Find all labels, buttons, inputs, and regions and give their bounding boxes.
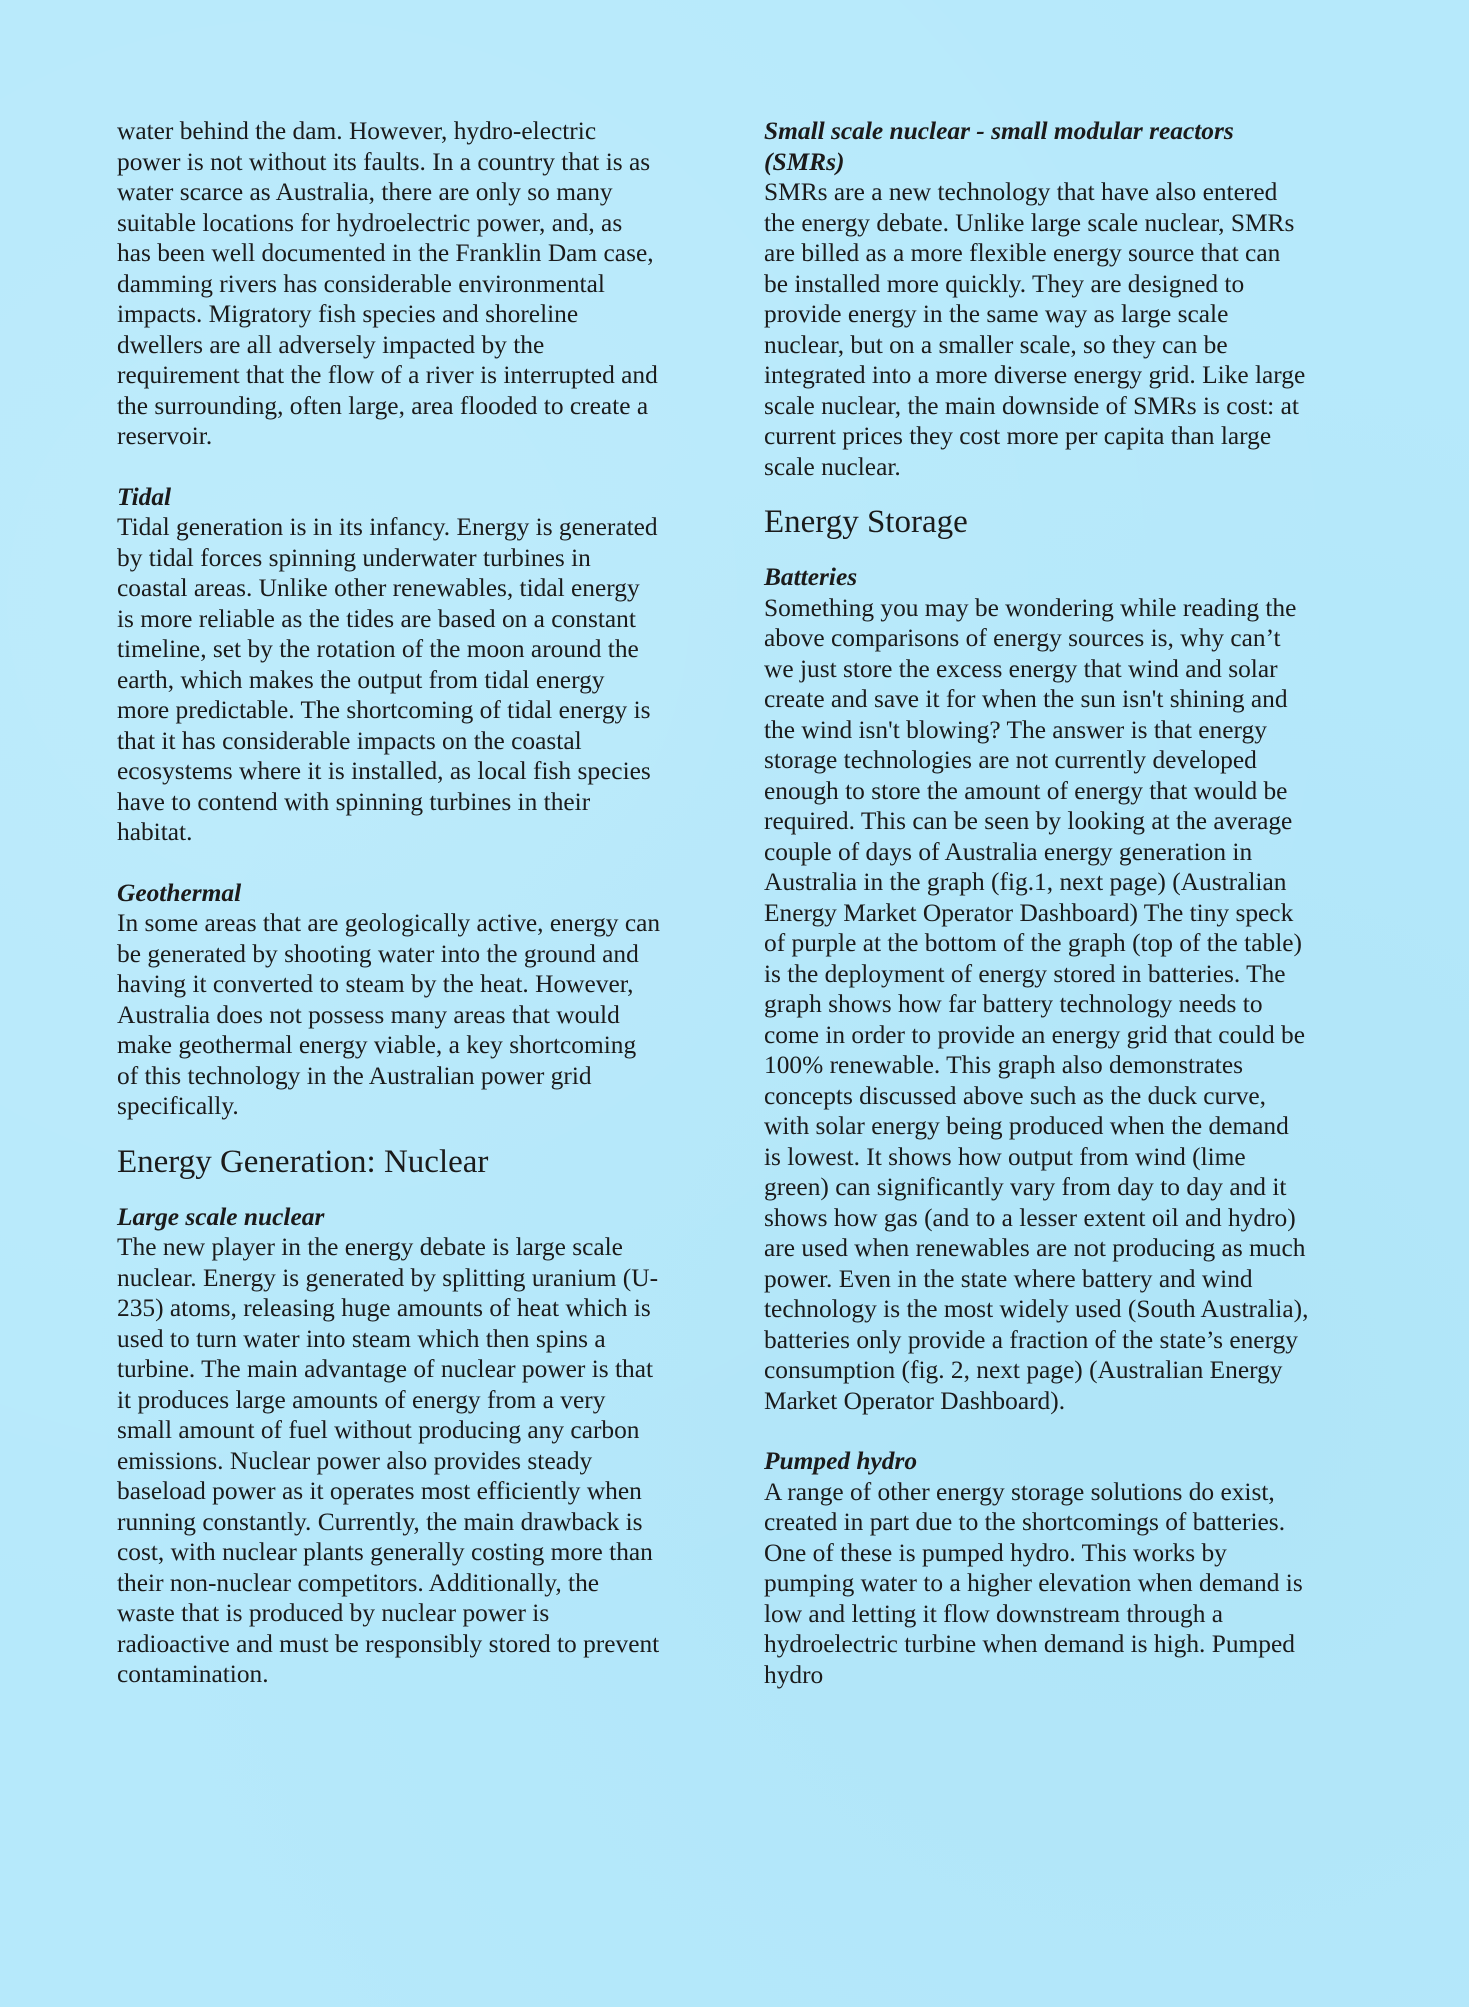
energy-storage-section-title: Energy Storage [764,504,968,540]
large-scale-nuclear-paragraph: The new player in the energy debate is large scale nuclear. Energy is generated by splitting uranium (U-235) atoms, releasing huge amounts of heat which is used to turn water into steam which then spins a turbine. The main advantage of nuclear power is that it produces large amounts of energy from a very small amount of fuel without producing any carbon emissions. Nuclear power also provides steady baseload power as it operates most efficiently when running constantly. Currently, the main drawback is cost, with nuclear plants generally costing more than their non-nuclear competitors. Additionally, the waste that is produced by nuclear power is radioactive and must be responsibly stored to prevent contamination. [117,1233,660,1688]
geothermal-paragraph: In some areas that are geologically active, energy can be generated by shooting water into the ground and having it converted to steam by the heat. However, Australia does not possess many areas that would make geothermal energy viable, a key shortcoming of this technology in the Australian power grid specifically. [117,909,661,1120]
tidal-heading: Tidal [117,482,172,511]
left-column [117,116,662,1690]
pumped-hydro-paragraph: A range of other energy storage solutions do exist, created in part due to the shortcomings of batteries. One of these is pumped hydro. This works by pumping water to a higher elevation when demand is low and letting it flow downstream through a hydroelectric turbine when demand is high. Pumped hydro [764,1477,1303,1689]
large-scale-nuclear-heading: Large scale nuclear [117,1202,325,1231]
pumped-hydro-heading: Pumped hydro [764,1447,918,1475]
batteries-paragraph: Something you may be wondering while reading the above comparisons of energy sources is, why can’t we just store the excess energy that wind and solar create and save it for when the sun isn't shining and the wind isn't blowing? The answer is that energy storage technologies are not currently developed enough to store the amount of energy that would be required. This can be seen by looking at the average couple of days of Australia energy generation in Australia in the graph (fig.1, next page) (Australian Energy Market Operator Dashboard) The tiny speck of purple at the bottom of the graph (top of the table) is the deployment of energy stored in batteries. The graph shows how far battery technology needs to come in order to provide an energy grid that could be 100% renewable. This graph also demonstrates concepts discussed above such as the duck curve, with solar energy being produced when the demand is lowest. It shows how output from wind (lime green) can significantly vary from day to day and it shows how gas (and to a lesser extent oil and hydro) are used when renewables are not producing as much power. Even in the state where battery and wind technology is the most widely used (South Australia), batteries only provide a fraction of the state’s energy consumption (fig. 2, next page) (Australian Energy Market Operator Dashboard). [764,593,1309,1415]
smr-paragraph: SMRs are a new technology that have also entered the energy debate. Unlike large scale nuclear, SMRs are billed as a more flexible energy source that can be installed more quickly. They are designed to provide energy in the same way as large scale nuclear, but on a smaller scale, so they can be integrated into a more diverse energy grid. Like large scale nuclear, the main downside of SMRs is cost: at current prices they cost more per capita than large scale nuclear. [764,178,1306,481]
geothermal-heading: Geothermal [117,878,242,907]
batteries-heading: Batteries [764,563,858,591]
hydro-continuation-paragraph: water behind the dam. However, hydro-electric power is not without its faults. In a country that is as water scarce as Australia, there are only so many suitable locations for hydroelectric power, and, as has been well documented in the Franklin Dam case, damming rivers has considerable environmental impacts. Migratory fish species and shoreline dwellers are all adversely impacted by the requirement that the flow of a river is interrupted and the surrounding, often large, area flooded to create a reservoir. [117,117,658,450]
right-column [764,116,1309,1690]
nuclear-section-title: Energy Generation: Nuclear [117,1143,489,1180]
smr-heading: Small scale nuclear - small modular reactors (SMRs) [764,117,1234,176]
tidal-paragraph: Tidal generation is in its infancy. Energy is generated by tidal forces spinning underwater turbines in coastal areas. Unlike other renewables, tidal energy is more reliable as the tides are based on a constant timeline, set by the rotation of the moon around the earth, which makes the output from tidal energy more predictable. The shortcoming of tidal energy is that it has considerable impacts on the coastal ecosystems where it is installed, as local fish species have to contend with spinning turbines in their habitat. [117,513,658,846]
